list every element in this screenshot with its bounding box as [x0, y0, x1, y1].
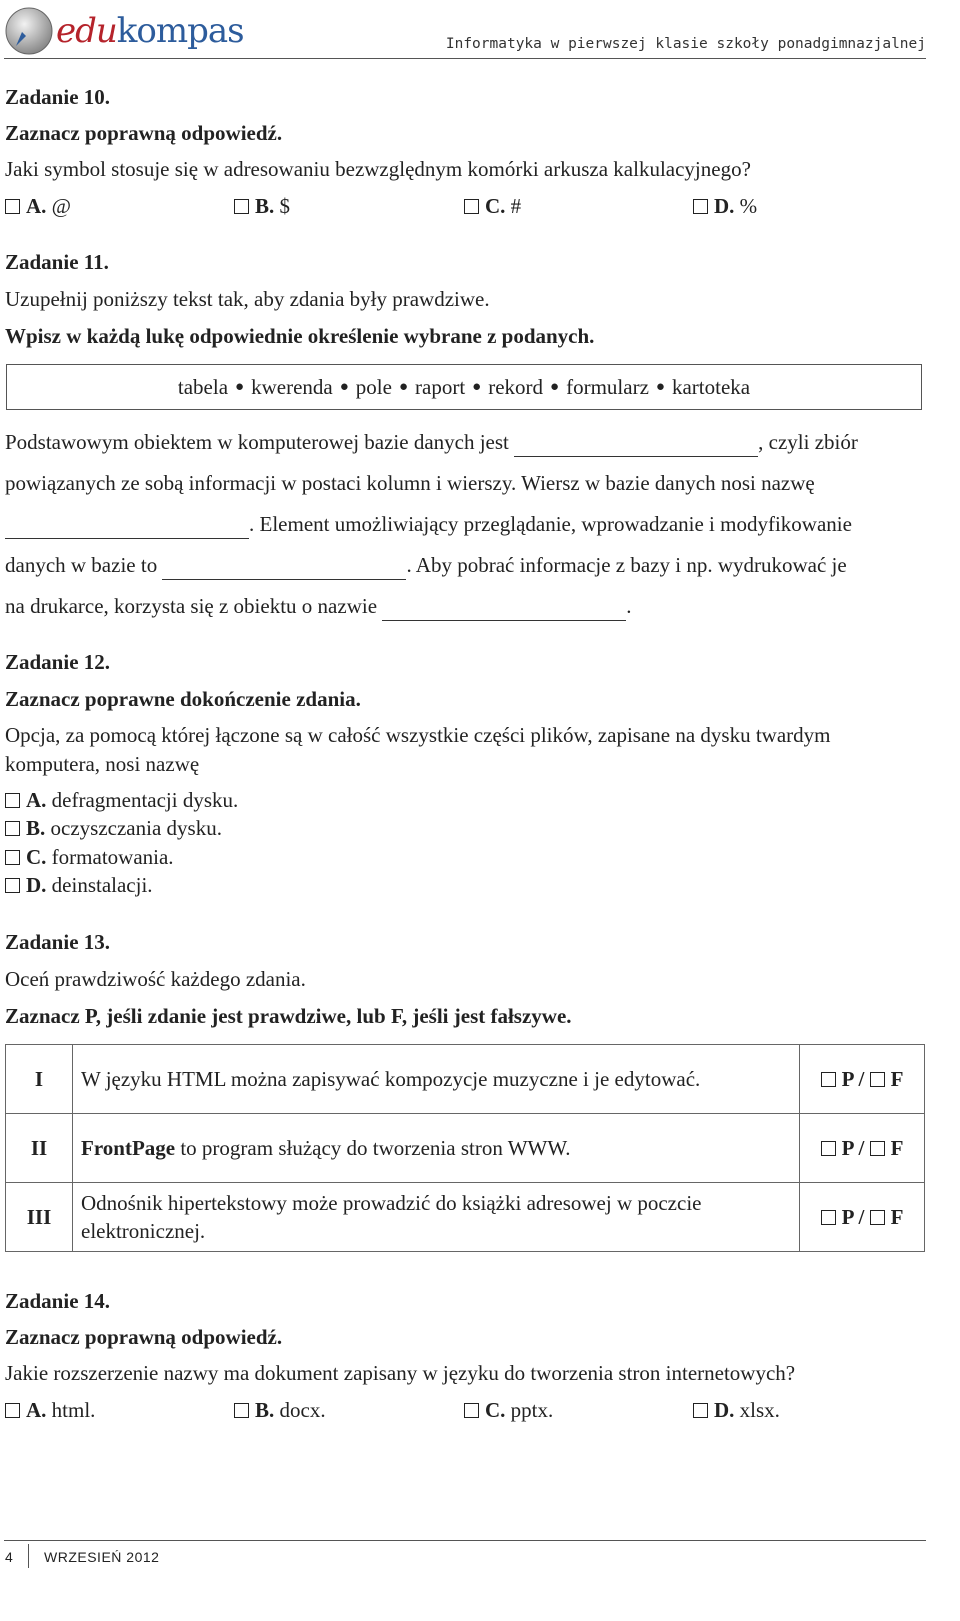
true-false-choice: P / F	[800, 1045, 925, 1114]
footer-separator	[28, 1544, 29, 1568]
checkbox[interactable]	[234, 1403, 249, 1418]
word-bank-item: pole	[355, 374, 392, 399]
bullet-icon: ●	[235, 378, 245, 395]
task-11-instruction: Wpisz w każdą lukę odpowiednie określenie wybrane z podanych.	[5, 324, 595, 348]
checkbox[interactable]	[5, 793, 20, 808]
task-10-question: Jaki symbol stosuje się w adresowaniu bezwzględnym komórki arkusza kalkulacyjnego?	[5, 157, 751, 181]
cloze-line-4: danych w bazie to . Aby pobrać informacje z bazy i np. wydrukować je	[5, 550, 847, 580]
word-bank-item: tabela	[177, 374, 229, 399]
checkbox-p[interactable]	[821, 1210, 836, 1225]
task-13-instruction: Zaznacz P, jeśli zdanie jest prawdziwe, lub F, jeśli jest fałszywe.	[5, 1004, 572, 1028]
task-14-option-c[interactable]: C. pptx.	[464, 1395, 553, 1425]
word-bank-item: rekord	[488, 374, 544, 399]
blank-field-3[interactable]	[162, 559, 406, 580]
task-10-option-b[interactable]: B. $	[234, 191, 290, 221]
task-14-instruction: Zaznacz poprawną odpowiedź.	[5, 1325, 283, 1349]
task-12-option-a[interactable]: A. defragmentacji dysku.	[5, 785, 238, 815]
task-14-question: Jakie rozszerzenie nazwy ma dokument zapisany w języku do tworzenia stron internetowych?	[5, 1361, 796, 1385]
true-false-table	[5, 1044, 925, 1252]
checkbox-p[interactable]	[821, 1141, 836, 1156]
header-divider	[4, 58, 926, 59]
table-row	[6, 1045, 925, 1114]
task-10-instruction: Zaznacz poprawną odpowiedź.	[5, 121, 283, 145]
logo	[4, 4, 244, 58]
bullet-icon: ●	[550, 378, 560, 395]
bullet-icon: ●	[398, 378, 409, 395]
checkbox[interactable]	[5, 199, 20, 214]
checkbox[interactable]	[464, 1403, 479, 1418]
bullet-icon: ●	[339, 378, 349, 395]
table-row	[6, 1183, 925, 1252]
word-bank	[6, 364, 922, 410]
word-bank-item: kwerenda	[251, 374, 333, 399]
task-12-option-b[interactable]: B. oczyszczania dysku.	[5, 813, 222, 843]
task-11-intro: Uzupełnij poniższy tekst tak, aby zdania były prawdziwe.	[5, 287, 490, 311]
checkbox-f[interactable]	[870, 1210, 885, 1225]
word-bank-item: kartoteka	[671, 374, 751, 399]
task-10-title: Zadanie 10.	[5, 85, 111, 109]
task-12-option-c[interactable]: C. formatowania.	[5, 842, 174, 872]
row-number: III	[6, 1183, 73, 1252]
checkbox[interactable]	[234, 199, 249, 214]
cloze-line-5: na drukarce, korzysta się z obiektu o nazwie .	[5, 591, 632, 621]
logo-text: edukompas	[56, 11, 244, 51]
compass-logo-icon	[4, 6, 54, 56]
task-13-title: Zadanie 13.	[5, 930, 111, 954]
bullet-icon: ●	[472, 378, 482, 395]
task-14-option-d[interactable]: D. xlsx.	[693, 1395, 780, 1425]
cloze-line-3: . Element umożliwiający przeglądanie, wprowadzanie i modyfikowanie	[5, 509, 852, 539]
row-number: II	[6, 1114, 73, 1183]
statement: W języku HTML można zapisywać kompozycje muzyczne i je edytować.	[73, 1045, 800, 1114]
statement: Odnośnik hipertekstowy może prowadzić do książki adresowej w poczcie elektronicznej.	[73, 1183, 800, 1252]
footer-divider	[4, 1540, 926, 1541]
task-10-option-c[interactable]: C. #	[464, 191, 521, 221]
checkbox-f[interactable]	[870, 1141, 885, 1156]
header-subtitle: Informatyka w pierwszej klasie szkoły ponadgimnazjalnej	[445, 36, 926, 52]
task-14-option-a[interactable]: A. html.	[5, 1395, 95, 1425]
page-number: 4	[5, 1549, 13, 1565]
true-false-choice: P / F	[800, 1183, 925, 1252]
task-10-option-a[interactable]: A. @	[5, 191, 71, 221]
word-bank-item: formularz	[566, 374, 649, 399]
task-14-title: Zadanie 14.	[5, 1289, 111, 1313]
checkbox-p[interactable]	[821, 1072, 836, 1087]
issue-date: WRZESIEŃ 2012	[44, 1549, 160, 1565]
task-13-intro: Oceń prawdziwość każdego zdania.	[5, 967, 306, 991]
table-row	[6, 1114, 925, 1183]
task-11-title: Zadanie 11.	[5, 250, 109, 274]
checkbox[interactable]	[5, 821, 20, 836]
checkbox[interactable]	[5, 850, 20, 865]
bullet-icon: ●	[655, 378, 665, 395]
task-12-question-1: Opcja, za pomocą której łączone są w całość wszystkie części plików, zapisane na dysku twardym	[5, 723, 831, 747]
blank-field-4[interactable]	[382, 600, 626, 621]
task-10-option-d[interactable]: D. %	[693, 191, 757, 221]
statement: FrontPage to program służący do tworzenia stron WWW.	[73, 1114, 800, 1183]
task-12-option-d[interactable]: D. deinstalacji.	[5, 870, 153, 900]
checkbox[interactable]	[693, 1403, 708, 1418]
task-12-title: Zadanie 12.	[5, 650, 111, 674]
checkbox-f[interactable]	[870, 1072, 885, 1087]
true-false-choice: P / F	[800, 1114, 925, 1183]
task-12-question-2: komputera, nosi nazwę	[5, 752, 200, 776]
task-12-instruction: Zaznacz poprawne dokończenie zdania.	[5, 687, 361, 711]
checkbox[interactable]	[5, 878, 20, 893]
blank-field-2[interactable]	[5, 518, 249, 539]
cloze-line-2: powiązanych ze sobą informacji w postaci kolumn i wierszy. Wiersz w bazie danych nosi nazwę	[5, 471, 815, 495]
row-number: I	[6, 1045, 73, 1114]
word-bank-item: raport	[415, 374, 466, 399]
checkbox[interactable]	[5, 1403, 20, 1418]
checkbox[interactable]	[464, 199, 479, 214]
blank-field-1[interactable]	[514, 436, 758, 457]
task-14-option-b[interactable]: B. docx.	[234, 1395, 326, 1425]
cloze-line-1: Podstawowym obiektem w komputerowej bazie danych jest , czyli zbiór	[5, 427, 858, 457]
checkbox[interactable]	[693, 199, 708, 214]
